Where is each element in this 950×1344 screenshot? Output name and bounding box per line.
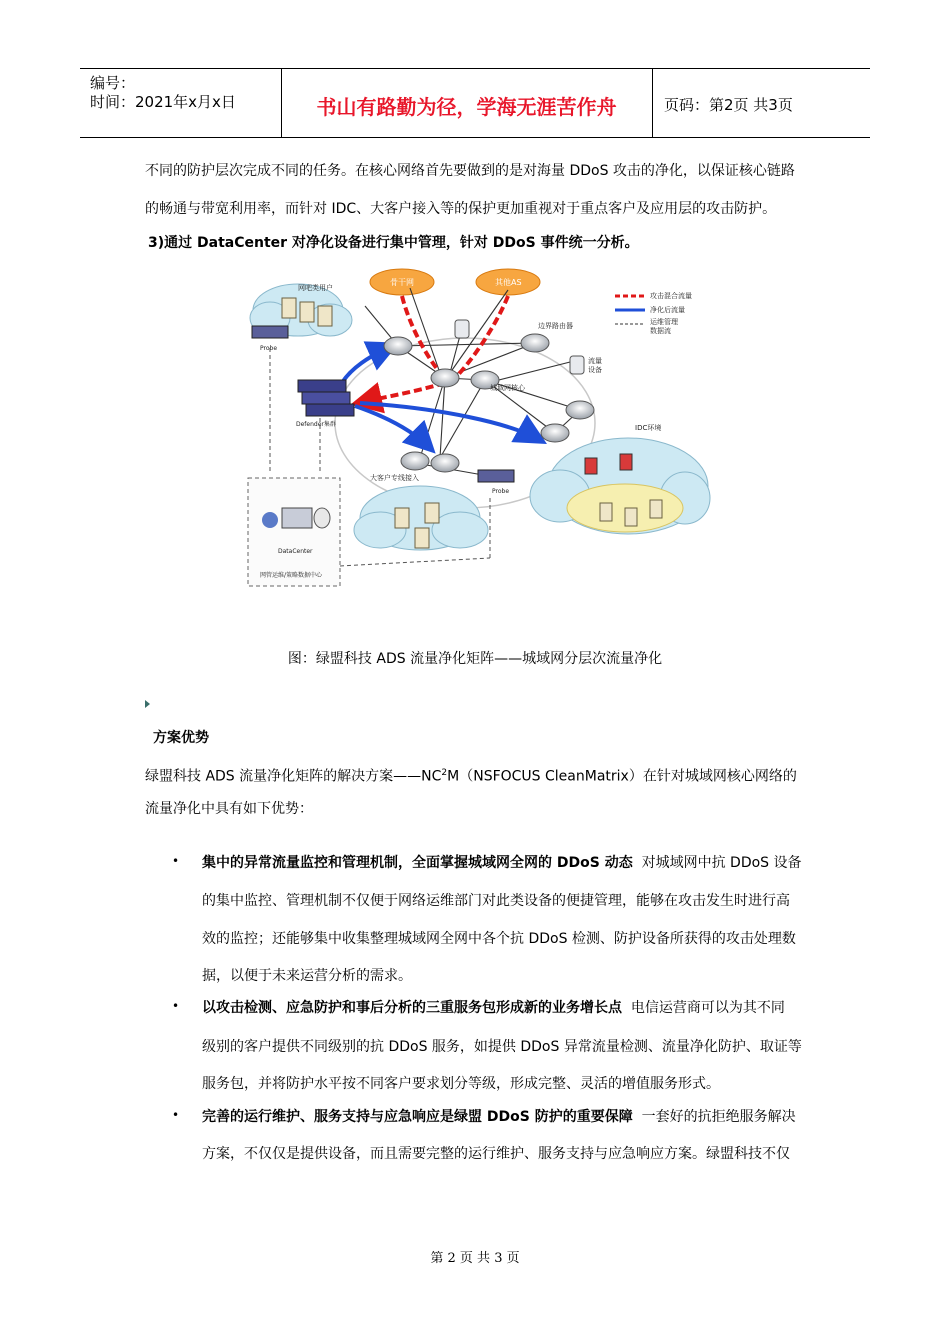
legend-clean-label: 净化后流量 bbox=[650, 306, 685, 314]
bullet-line bbox=[202, 999, 785, 1017]
legend-mixed-label: 攻击混合流量 bbox=[650, 292, 692, 300]
bullet-line bbox=[202, 854, 802, 872]
paragraph-line: 不同的防护层次完成不同的任务。在核心网络首先要做到的是对海量 DDoS 攻击的净化，以保证核心链路 bbox=[145, 163, 795, 179]
flow-device-icon bbox=[455, 320, 469, 338]
section-marker-icon bbox=[145, 700, 150, 708]
bullet-line: 服务包，并将防护水平按不同客户要求划分等级，形成完整、灵活的增值服务形式。 bbox=[202, 1076, 720, 1092]
flow-device-label-2: 设备 bbox=[588, 366, 602, 374]
clean-traffic bbox=[340, 346, 540, 448]
header-left-cell bbox=[80, 69, 282, 137]
bullet-line: 方案，不仅仅是提供设备，而且需要完整的运行维护、服务支持与应急响应方案。绿盟科技不仅 bbox=[202, 1146, 790, 1162]
diagram-svg bbox=[240, 268, 718, 590]
datacenter-label: DataCenter bbox=[278, 548, 313, 555]
page-header bbox=[80, 68, 870, 138]
defender-label: Defender集群 bbox=[296, 421, 336, 428]
bullet-text: 电信运营商可以为其不同 bbox=[630, 1000, 785, 1016]
probe-icon bbox=[252, 326, 288, 338]
intro-line: 流量净化中具有如下优势： bbox=[145, 801, 313, 817]
bullet-line: 级别的客户提供不同级别的抗 DDoS 服务，如提供 DDoS 异常流量检测、流量净化防护、取证等 bbox=[202, 1039, 802, 1055]
intro-text-b: M（NSFOCUS CleanMatrix）在针对城域网核心网络的 bbox=[447, 768, 797, 785]
bullet-line: 效的监控；还能够集中收集整理城域网全网中各个抗 DDoS 检测、防护设备所获得的攻击处理数 bbox=[202, 931, 796, 947]
border-router-label: 边界路由器 bbox=[538, 322, 573, 330]
intro-text-a: 绿盟科技 ADS 流量净化矩阵的解决方案——NC bbox=[145, 768, 442, 785]
intro-superscript: 2 bbox=[441, 768, 448, 778]
legend-mgmt-label-2: 数据流 bbox=[650, 327, 671, 335]
probe-top-label: Probe bbox=[260, 345, 278, 352]
intro-line bbox=[145, 764, 797, 786]
idc-env-label: IDC环境 bbox=[635, 424, 662, 432]
bullet-icon: • bbox=[172, 854, 180, 868]
defender-cluster-icon bbox=[298, 380, 354, 416]
bullet-icon: • bbox=[172, 999, 180, 1013]
page-info: 页码：第2页 共3页 bbox=[664, 96, 793, 114]
page-footer: 第 2 页 共 3 页 bbox=[430, 1251, 520, 1266]
bullet-line bbox=[202, 1108, 796, 1126]
bullet-text: 一套好的抗拒绝服务解决 bbox=[641, 1109, 796, 1125]
router-icon bbox=[384, 334, 594, 472]
section-heading: 方案优势 bbox=[153, 730, 209, 746]
backbone-label: 骨干网 bbox=[390, 278, 414, 287]
motto: 书山有路勤为径，学海无涯苦作舟 bbox=[316, 95, 617, 119]
bullet-title: 以攻击检测、应急防护和事后分析的三重服务包形成新的业务增长点 bbox=[202, 1000, 622, 1016]
number-label: 编号： bbox=[90, 74, 136, 92]
header-right-cell bbox=[653, 69, 870, 137]
probe-icon bbox=[478, 470, 514, 482]
legend-mgmt-label-1: 运维管理 bbox=[650, 318, 678, 326]
flow-device-label-1: 流量 bbox=[588, 357, 602, 365]
other-as-label: 其他AS bbox=[495, 278, 522, 287]
bullet-icon: • bbox=[172, 1108, 180, 1122]
network-diagram bbox=[240, 268, 718, 590]
bullet-line: 据，以便于未来运营分析的需求。 bbox=[202, 968, 412, 984]
noc-box bbox=[248, 478, 340, 586]
database-icon bbox=[314, 508, 330, 528]
item-heading: 3)通过 DataCenter 对净化设备进行集中管理，针对 DDoS 事件统一分析。 bbox=[148, 235, 639, 251]
bullet-text: 对城域网中抗 DDoS 设备 bbox=[641, 855, 802, 871]
paragraph-line: 的畅通与带宽利用率，而针对 IDC、大客户接入等的保护更加重视对于重点客户及应用层的攻击防护。 bbox=[145, 201, 777, 217]
enterprise-label: 大客户专线接入 bbox=[370, 474, 419, 482]
figure-caption: 图：绿盟科技 ADS 流量净化矩阵——城域网分层次流量净化 bbox=[287, 651, 663, 667]
idc-cloud bbox=[530, 438, 710, 534]
bullet-line: 的集中监控、管理机制不仅便于网络运维部门对此类设备的便捷管理，能够在攻击发生时进行高 bbox=[202, 893, 790, 909]
bullet-title: 完善的运行维护、服务支持与应急响应是绿盟 DDoS 防护的重要保障 bbox=[202, 1109, 633, 1125]
noc-label: 网管运维/策略数据中心 bbox=[260, 572, 323, 579]
probe-bottom-label: Probe bbox=[492, 488, 510, 495]
header-middle-cell bbox=[281, 69, 653, 137]
cafe-users-label: 网吧类用户 bbox=[298, 284, 333, 292]
flow-device-icon bbox=[570, 356, 584, 374]
time-label: 时间：2021年x月x日 bbox=[90, 93, 236, 111]
datacenter-server-icon bbox=[282, 508, 312, 528]
bullet-title: 集中的异常流量监控和管理机制，全面掌握城域网全网的 DDoS 动态 bbox=[202, 855, 633, 871]
operator-icon bbox=[262, 512, 278, 528]
metro-core-label: 城域网核心 bbox=[490, 384, 525, 392]
